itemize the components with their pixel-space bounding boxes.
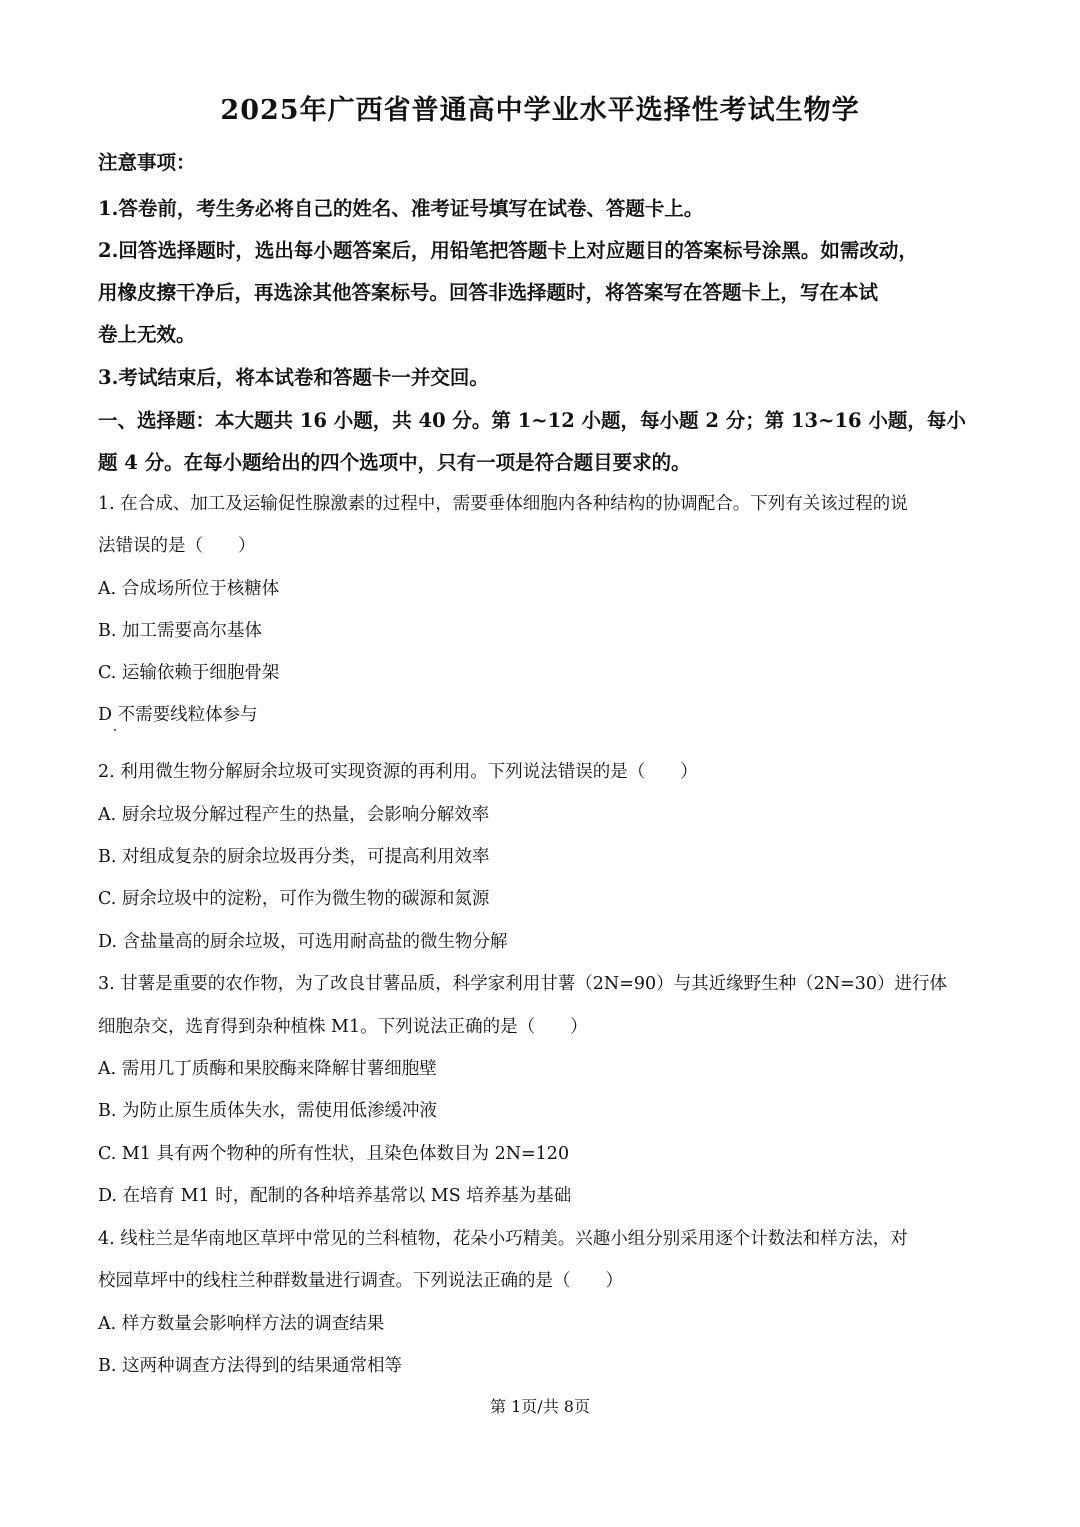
notice-item-2-line-1: 2.回答选择题时，选出每小题答案后，用铅笔把答题卡上对应题目的答案标号涂黑。如需改动， (98, 239, 918, 262)
question-1-stem-line-2: 法错误的是（ ） (98, 536, 256, 556)
question-2-option-d: D. 含盐量高的厨余垃圾，可选用耐高盐的微生物分解 (98, 932, 508, 952)
question-1-option-c: C. 运输依赖于细胞骨架 (98, 663, 280, 683)
print-speck (114, 729, 116, 731)
question-2-option-a: A. 厨余垃圾分解过程产生的热量，会影响分解效率 (98, 805, 490, 825)
question-3-option-b: B. 为防止原生质体失水，需使用低渗缓冲液 (98, 1101, 437, 1121)
question-4-stem-line-2: 校园草坪中的线柱兰种群数量进行调查。下列说法正确的是（ ） (98, 1271, 623, 1291)
notice-item-3: 3.考试结束后，将本试卷和答题卡一并交回。 (98, 366, 489, 389)
question-3-stem-line-1: 3. 甘薯是重要的农作物，为了改良甘薯品质，科学家利用甘薯（2N=90）与其近缘野生种（2N=30）进行体 (98, 974, 948, 994)
notice-heading: 注意事项： (98, 151, 196, 174)
question-4-option-b: B. 这两种调查方法得到的结果通常相等 (98, 1356, 402, 1376)
section-heading-line-1: 一、选择题：本大题共 16 小题，共 40 分。第 1~12 小题，每小题 2 分；第 13~16 小题，每小 (98, 409, 966, 432)
question-3-stem-line-2: 细胞杂交，选育得到杂种植株 M1。下列说法正确的是（ ） (98, 1017, 588, 1037)
notice-item-1: 1.答卷前，考生务必将自己的姓名、准考证号填写在试卷、答题卡上。 (98, 197, 704, 220)
section-heading-line-2: 题 4 分。在每小题给出的四个选项中，只有一项是符合题目要求的。 (98, 451, 691, 474)
question-2-stem-line-1: 2. 利用微生物分解厨余垃圾可实现资源的再利用。下列说法错误的是（ ） (98, 762, 698, 782)
page-footer: 第 1页/共 8页 (490, 1397, 590, 1416)
question-3-option-d: D. 在培育 M1 时，配制的各种培养基常以 MS 培养基为基础 (98, 1186, 572, 1206)
question-1-option-d: D 不需要线粒体参与 (98, 705, 258, 725)
question-1-option-a: A. 合成场所位于核糖体 (98, 579, 280, 599)
question-3-option-a: A. 需用几丁质酶和果胶酶来降解甘薯细胞壁 (98, 1059, 437, 1079)
notice-item-2-line-2: 用橡皮擦干净后，再选涂其他答案标号。回答非选择题时，将答案写在答题卡上，写在本试 (98, 281, 879, 304)
question-2-option-c: C. 厨余垃圾中的淀粉，可作为微生物的碳源和氮源 (98, 889, 490, 909)
question-1-stem-line-1: 1. 在合成、加工及运输促性腺激素的过程中，需要垂体细胞内各种结构的协调配合。下列有关该过程的说 (98, 494, 908, 514)
question-4-stem-line-1: 4. 线柱兰是华南地区草坪中常见的兰科植物，花朵小巧精美。兴趣小组分别采用逐个计数法和样方法，对 (98, 1229, 908, 1249)
notice-item-2-line-3: 卷上无效。 (98, 323, 196, 346)
page-title: 2025年广西省普通高中学业水平选择性考试生物学 (220, 95, 860, 126)
question-1-option-b: B. 加工需要高尔基体 (98, 621, 262, 641)
question-4-option-a: A. 样方数量会影响样方法的调查结果 (98, 1314, 385, 1334)
question-3-option-c: C. M1 具有两个物种的所有性状，且染色体数目为 2N=120 (98, 1144, 570, 1164)
question-2-option-b: B. 对组成复杂的厨余垃圾再分类，可提高利用效率 (98, 847, 490, 867)
